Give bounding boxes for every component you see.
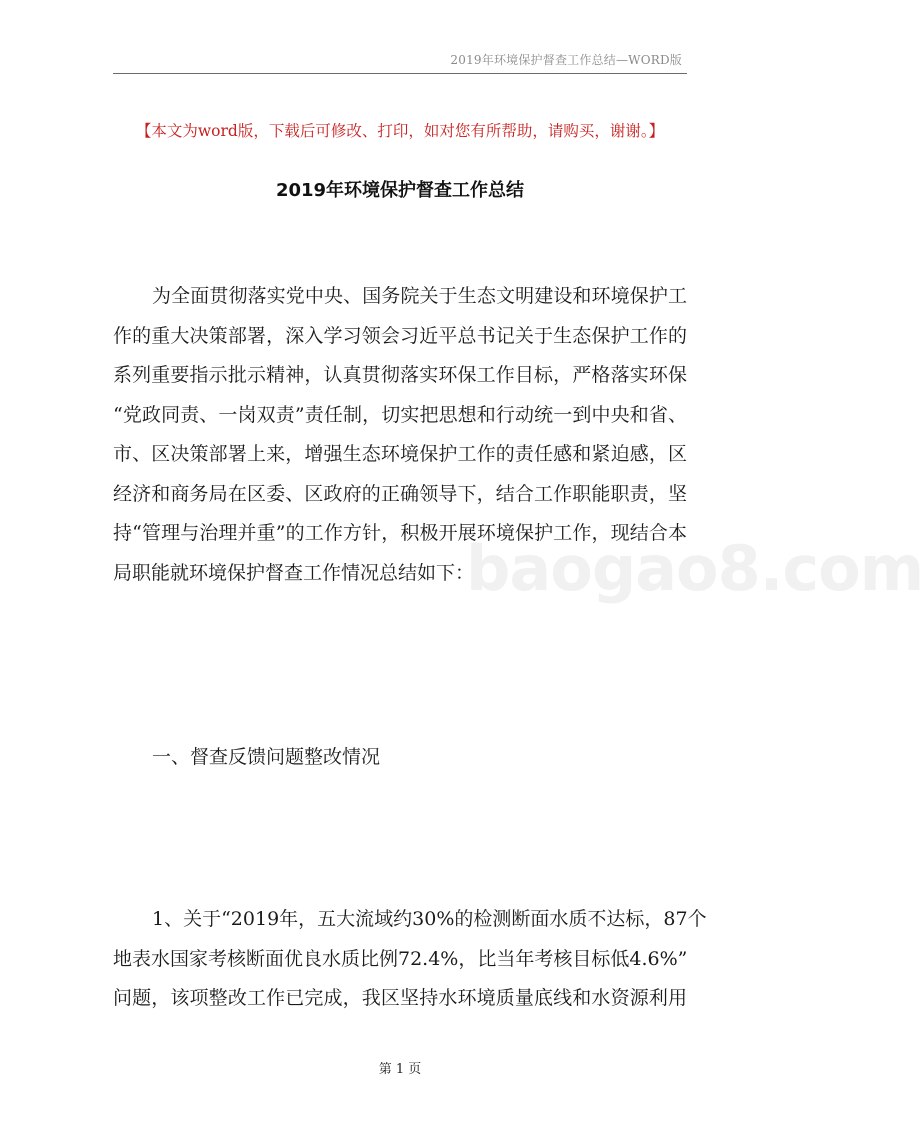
purchase-notice: 【本文为word版，下载后可修改、打印，如对您有所帮助，请购买，谢谢。】 <box>135 122 665 140</box>
paragraph-line: 经济和商务局在区委、区政府的正确领导下，结合工作职能职责，坚 <box>113 482 687 505</box>
paragraph-line: 系列重要指示批示精神，认真贯彻落实环保工作目标，严格落实环保 <box>113 364 687 386</box>
item-paragraph <box>0 900 707 1019</box>
paragraph-line: 问题，该项整改工作已完成，我区坚持水环境质量底线和水资源利用 <box>113 987 687 1009</box>
page-number: 第 1 页 <box>378 1062 422 1077</box>
paragraph-line: 地表水国家考核断面优良水质比例72.4%，比当年考核目标低4.6%” <box>113 947 688 970</box>
header-divider <box>113 73 687 74</box>
paragraph-line: 作的重大决策部署，深入学习领会习近平总书记关于生态保护工作的 <box>113 324 687 347</box>
watermark: baogao8.com <box>466 532 923 605</box>
document-title: 2019年环境保护督查工作总结 <box>275 180 525 201</box>
paragraph-line: 1、关于“2019年，五大流域约30%的检测断面水质不达标，87个 <box>152 908 707 930</box>
paragraph-line: 市、区决策部署上来，增强生态环境保护工作的责任感和紧迫感，区 <box>113 443 687 465</box>
paragraph-line: “党政同责、一岗双责”责任制，切实把思想和行动统一到中央和省、 <box>113 403 687 426</box>
paragraph-line: 持“管理与治理并重”的工作方针，积极开展环境保护工作，现结合本 <box>113 522 687 544</box>
paragraph-line: 局职能就环境保护督查工作情况总结如下： <box>113 561 475 584</box>
intro-paragraph <box>0 277 687 593</box>
paragraph-line: 为全面贯彻落实党中央、国务院关于生态文明建设和环境保护工 <box>152 285 687 307</box>
section-heading: 一、督查反馈问题整改情况 <box>152 746 381 768</box>
running-header: 2019年环境保护督查工作总结—WORD版 <box>450 53 682 67</box>
